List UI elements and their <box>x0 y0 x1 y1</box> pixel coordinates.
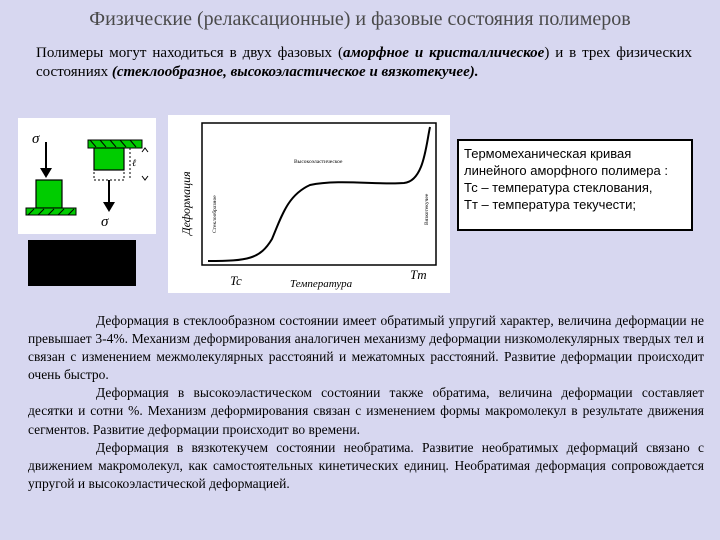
y-axis-label: Деформация <box>179 171 193 235</box>
paragraph-glassy: Деформация в стеклообразном состоянии имеет обратимый упругий характер, величина деформации не превышает 3-4%. Механизм деформирования аналогичен механизму деформации низкомолекулярных твердых тел и связан с изменением межмолекулярных расстояний и межатомных расстояний. Развитие деформации происходит очень быстро. <box>28 313 704 383</box>
page-title: Физические (релаксационные) и фазовые состояния полимеров <box>89 8 631 30</box>
tt-label: Tт <box>410 267 427 282</box>
description-line: Тт – температура текучести; <box>464 197 636 212</box>
intro-term-phases: аморфное и кристаллическое <box>342 45 545 61</box>
intro-text-2: ) и в трех физических состояниях <box>36 45 692 80</box>
sigma-top-label: σ <box>32 131 40 147</box>
intro-paragraph <box>36 44 692 82</box>
plot-frame <box>202 123 436 265</box>
deformation-illustration <box>18 118 156 234</box>
region-flow-label: Вязкотекучее <box>424 193 430 225</box>
region-plateau-label: Высокоэластическое <box>294 159 343 165</box>
intro-text-1: Полимеры могут находиться в двух фазовых ( <box>36 45 343 61</box>
deformation-curve <box>208 127 430 261</box>
intro-term-states: (стеклообразное, высокоэластическое и вязкотекучее). <box>111 64 479 80</box>
curve-chart <box>168 115 450 293</box>
description-line: Тс – температура стеклования, <box>464 180 653 195</box>
deformation-diagram <box>18 118 156 234</box>
paragraph-viscous: Деформация в вязкотекучем состоянии необратима. Развитие необратимых деформаций связано с движением макромолекул, как самостоятельных кинетических единиц. Необратимая деформация сопровождается упругой и высокоэластической деформацией. <box>28 439 704 491</box>
dimension-tick-down <box>142 176 148 180</box>
tc-label: Tc <box>230 273 242 288</box>
description-line: линейного аморфного полимера : <box>464 163 668 178</box>
sigma-bottom-label: σ <box>101 214 109 230</box>
x-axis-label: Температура <box>290 278 353 290</box>
region-glass-label: Стеклообразное <box>212 195 218 233</box>
black-rectangle <box>28 240 136 286</box>
force-arrowhead-down <box>40 168 52 178</box>
block-extension-outline <box>94 170 124 180</box>
thermomechanical-graph <box>168 115 450 293</box>
block-stretched <box>94 148 124 170</box>
description-line: Термомеханическая кривая <box>464 146 632 161</box>
paragraph-elastic: Деформация в высокоэластическом состоянии также обратима, величина деформации составляет десятки и сотни %. Механизм деформирования связан с изменением формы макромолекул в результате движения сегментов. Развитие деформации происходит во времени. <box>28 385 704 437</box>
dimension-tick-up <box>142 148 148 152</box>
block-compressed <box>36 180 62 208</box>
body-text <box>28 312 704 493</box>
force-arrowhead-down-right <box>103 202 115 212</box>
curve-description <box>457 139 693 231</box>
dimension-label: ℓ <box>132 158 137 169</box>
